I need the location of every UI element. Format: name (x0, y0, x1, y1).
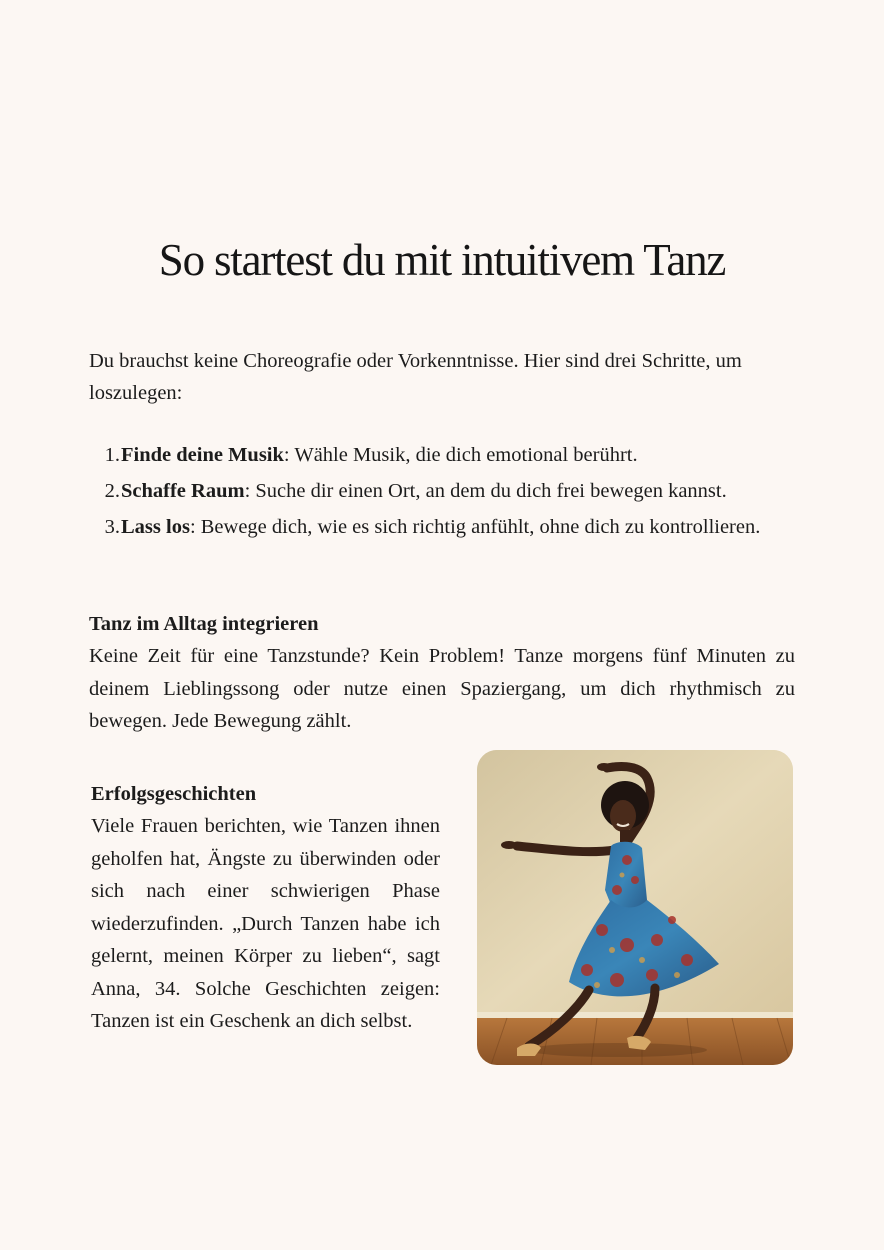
step-title: Schaffe Raum (121, 480, 245, 502)
step-number: 3. (104, 516, 120, 538)
step-text (121, 509, 795, 545)
step-text (121, 437, 795, 473)
list-item (89, 509, 795, 545)
section-heading: Tanz im Alltag integrieren (89, 613, 319, 635)
step-description: : Wähle Musik, die dich emotional berührt. (283, 444, 638, 466)
steps-list (89, 437, 795, 545)
step-number: 1. (104, 444, 120, 466)
step-description: : Bewege dich, wie es sich richtig anfühlt, ohne dich zu kontrollieren. (189, 516, 761, 538)
alltag-section (89, 608, 795, 738)
step-text (121, 473, 795, 509)
dancer-photo (477, 750, 793, 1065)
step-title: Lass los (121, 516, 190, 538)
section-body: Keine Zeit für eine Tanzstunde? Kein Problem! Tanze morgens fünf Minuten zu deinem Lieblingssong oder nutze einen Spaziergang, um dich rhythmisch zu bewegen. Jede Bewegung zählt. (89, 645, 795, 732)
intro-paragraph: Du brauchst keine Choreografie oder Vorkenntnisse. Hier sind drei Schritte, um loszulegen: (89, 350, 742, 404)
step-number: 2. (104, 480, 120, 502)
section-heading: Erfolgsgeschichten (91, 783, 257, 805)
step-title: Finde deine Musik (121, 444, 284, 466)
dancer-illustration (477, 750, 793, 1065)
step-description: : Suche dir einen Ort, an dem du dich frei bewegen kannst. (244, 480, 727, 502)
page-title: So startest du mit intuitivem Tanz (158, 235, 726, 285)
section-body: Viele Frauen berichten, wie Tanzen ihnen geholfen hat, Ängste zu überwinden oder sich nach einer schwierigen Phase wiederzufinden. „Durch Tanzen habe ich gelernt, meinen Körper zu lieben“, sagt Anna, 34. Solche Geschichten zeigen: Tanzen ist ein Geschenk an dich selbst. (91, 815, 440, 1032)
erfolg-section (91, 778, 440, 1038)
list-item (89, 473, 795, 509)
list-item (89, 437, 795, 473)
